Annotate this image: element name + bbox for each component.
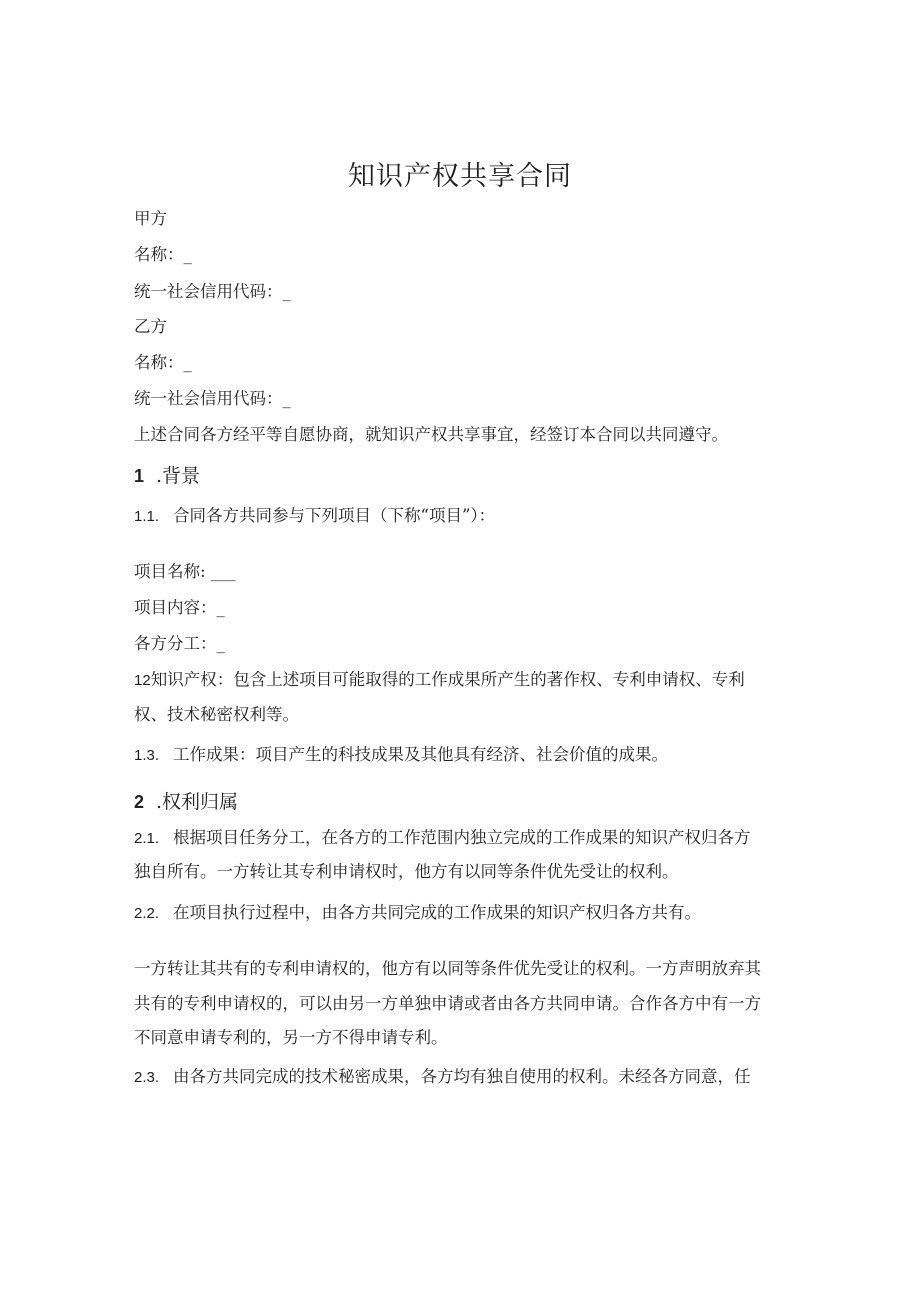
clause-1-3-number: 1.3.: [134, 747, 160, 764]
clause-1-1: [134, 505, 495, 528]
clause-2-2: [134, 902, 701, 925]
clause-1-2-text-1: 知识产权：包含上述项目可能取得的工作成果所产生的著作权、专利申请权、专利: [150, 670, 745, 689]
clause-2-2-number: 2.2.: [134, 905, 160, 922]
project-name: 项目名称: ___: [134, 562, 236, 581]
party-a-name: 名称：_: [134, 245, 192, 264]
clause-2-1-text-1: 根据项目任务分工，在各方的工作范围内独立完成的工作成果的知识产权归各方: [173, 828, 751, 847]
party-b-name: 名称：_: [134, 353, 192, 372]
section-2-number: 2: [134, 792, 145, 812]
section-1-number: 1: [134, 466, 145, 486]
clause-1-1-text: 合同各方共同参与下列项目（下称“项目”）：: [173, 506, 496, 525]
clause-2-2-text: 在项目执行过程中，由各方共同完成的工作成果的知识产权归各方共有。: [173, 903, 702, 922]
clause-2-1-number: 2.1.: [134, 830, 160, 847]
clause-2-3-number: 2.3.: [134, 1069, 160, 1086]
section-1-title: .背景: [156, 465, 201, 487]
party-b-label: 乙方: [134, 317, 167, 336]
party-a-credit-code: 统一社会信用代码：_: [134, 282, 291, 301]
clause-1-2-line-2: 权、技术秘密权利等。: [134, 705, 299, 724]
paragraph-line-3: 不同意申请专利的，另一方不得申请专利。: [134, 1028, 448, 1047]
division-of-work: 各方分工：_: [134, 634, 225, 653]
section-1-heading: [134, 464, 200, 488]
party-b-credit-code: 统一社会信用代码：_: [134, 389, 291, 408]
section-2-title: .权利归属: [156, 791, 239, 813]
clause-2-3: [134, 1066, 751, 1089]
clause-1-3-text: 工作成果：项目产生的科技成果及其他具有经济、社会价值的成果。: [173, 745, 669, 764]
section-2-heading: [134, 790, 238, 814]
document-title: 知识产权共享合同: [348, 161, 572, 192]
clause-2-3-text: 由各方共同完成的技术秘密成果，各方均有独自使用的权利。未经各方同意，任: [173, 1067, 751, 1086]
clause-1-1-number: 1.1.: [134, 508, 160, 525]
clause-2-1-line-1: [134, 827, 751, 850]
project-content: 项目内容：_: [134, 598, 225, 617]
clause-1-3: [134, 744, 668, 767]
paragraph-line-1: 一方转让其共有的专利申请权的，他方有以同等条件优先受让的权利。一方声明放弃其: [134, 959, 761, 978]
clause-1-2-line-1: [134, 669, 745, 692]
preamble: 上述合同各方经平等自愿协商，就知识产权共享事宜，经签订本合同以共同遵守。: [134, 425, 728, 444]
clause-1-2-number: 12: [134, 672, 151, 689]
party-a-label: 甲方: [134, 209, 167, 228]
clause-2-1-line-2: 独自所有。一方转让其专利申请权时，他方有以同等条件优先受让的权利。: [134, 862, 679, 881]
paragraph-line-2: 共有的专利申请权的，可以由另一方单独申请或者由各方共同申请。合作各方中有一方: [134, 994, 761, 1013]
